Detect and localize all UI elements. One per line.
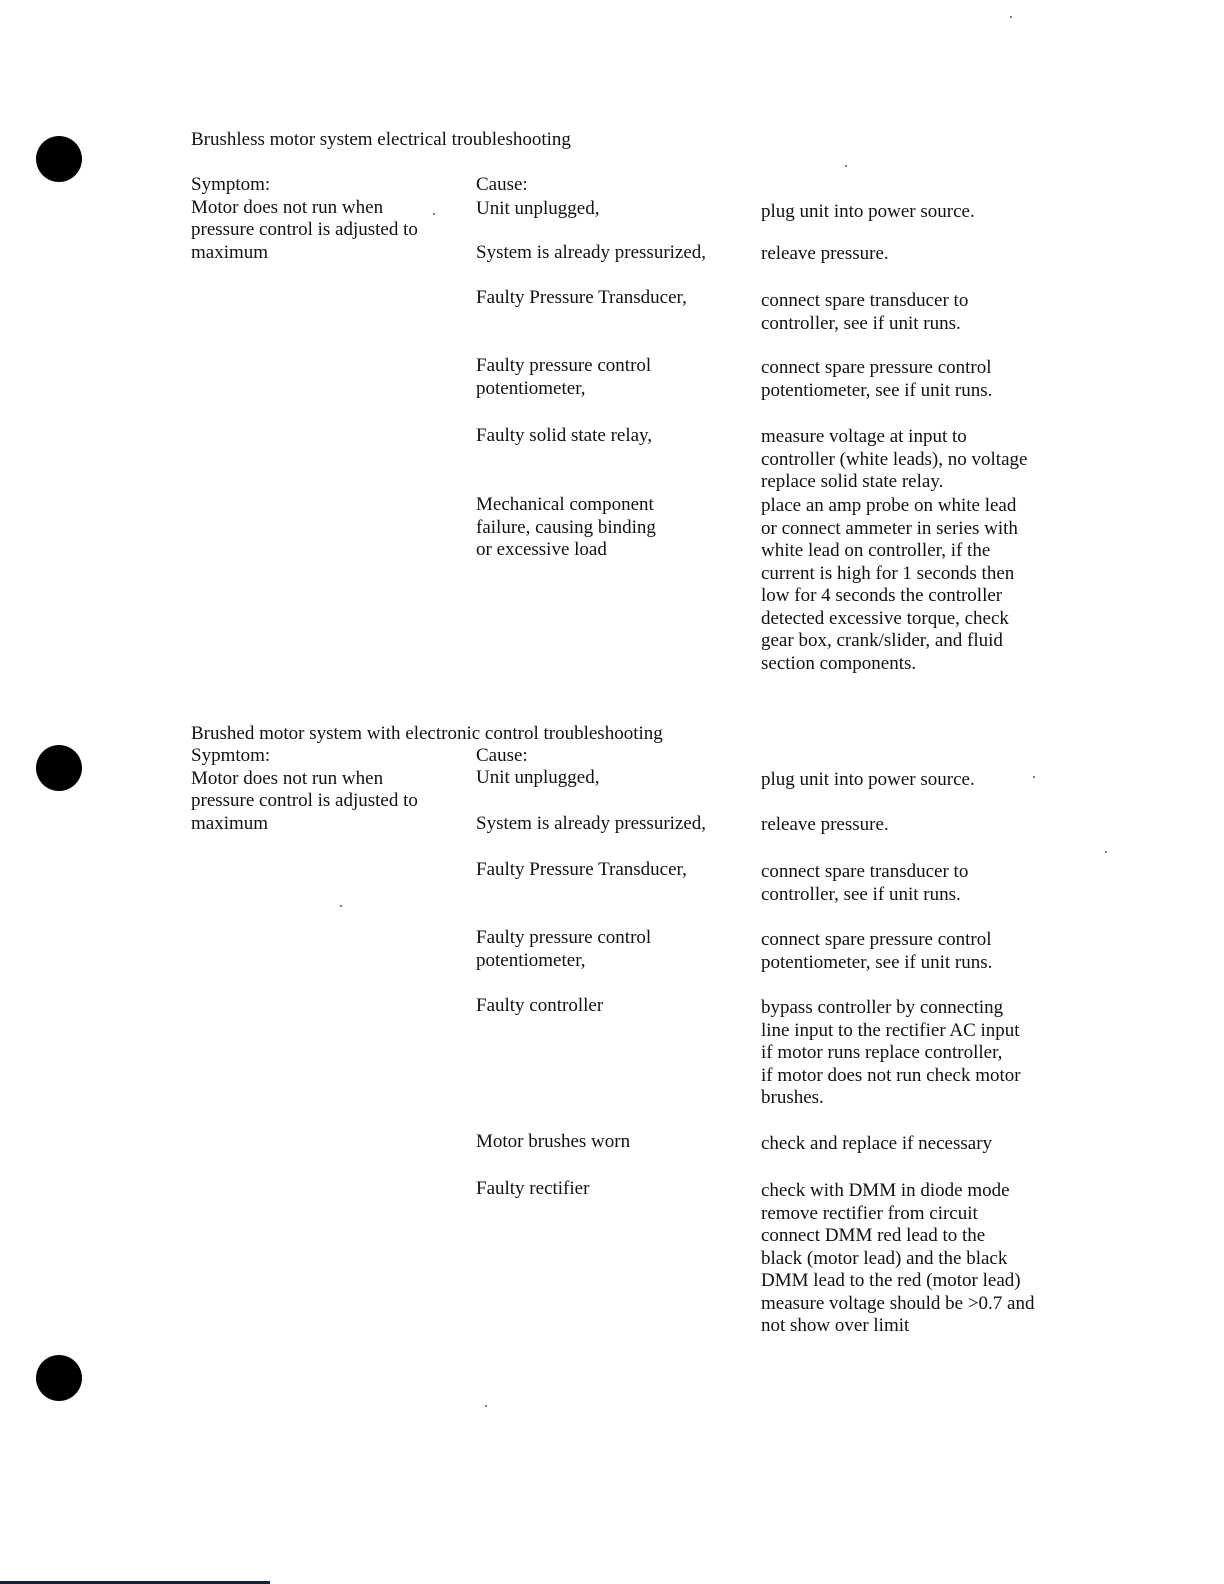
remedy-text: connect spare transducer to controller, see if unit runs. — [761, 290, 969, 334]
symptom-label: Symptom: — [191, 174, 271, 195]
cause-label: Cause: — [476, 174, 528, 195]
cause-text: Faulty rectifier — [476, 1178, 590, 1199]
section-title: Brushed motor system with electronic control troubleshooting — [191, 723, 663, 744]
remedy-text: check with DMM in diode mode remove rectifier from circuit connect DMM red lead to the black (motor lead) and the black DMM lead to the red (motor lead) measure voltage should be >0.7 and not show over limit — [761, 1180, 1035, 1336]
scan-speck — [485, 1405, 487, 1407]
cause-text: Unit unplugged, — [476, 767, 600, 788]
cause-text: Mechanical component failure, causing binding or excessive load — [476, 494, 656, 560]
cause-list — [476, 745, 1086, 1336]
symptom-text: Motor does not run when pressure control is adjusted to maximum — [191, 196, 418, 263]
cause-text: Unit unplugged, — [476, 198, 600, 219]
punch-hole — [36, 136, 82, 182]
remedy-text: check and replace if necessary — [761, 1133, 993, 1154]
cause-text: Faulty pressure control potentiometer, — [476, 355, 652, 399]
scan-speck — [845, 165, 847, 167]
cause-text: Motor brushes worn — [476, 1131, 631, 1152]
remedy-text: connect spare pressure control potentiometer, see if unit runs. — [761, 357, 993, 401]
remedy-text: place an amp probe on white lead or connect ammeter in series with white lead on controller, if the current is high for 1 seconds then low for 4 seconds the controller detected excessive torque, check gear box, crank/slider, and fluid section components. — [761, 495, 1018, 674]
cause-text: Faulty solid state relay, — [476, 425, 653, 446]
remedy-text: plug unit into power source. — [761, 769, 975, 790]
remedy-text: releave pressure. — [761, 243, 889, 264]
cause-text: Faulty Pressure Transducer, — [476, 859, 687, 880]
punch-hole — [36, 1355, 82, 1401]
cause-list — [476, 174, 1086, 674]
remedy-text: bypass controller by connecting line input to the rectifier AC input if motor runs replace controller, if motor does not run check motor brushes. — [761, 997, 1021, 1108]
cause-text: System is already pressurized, — [476, 242, 707, 263]
section-title: Brushless motor system electrical troubleshooting — [191, 129, 571, 150]
scan-speck — [1105, 851, 1107, 853]
scan-speck — [1010, 16, 1012, 18]
remedy-text: measure voltage at input to controller (white leads), no voltage replace solid state relay. — [761, 426, 1028, 492]
punch-hole — [36, 745, 82, 791]
cause-text: Faulty pressure control potentiometer, — [476, 927, 652, 971]
symptom-block — [191, 174, 441, 264]
remedy-text: plug unit into power source. — [761, 201, 975, 222]
remedy-text: connect spare pressure control potentiometer, see if unit runs. — [761, 929, 993, 973]
cause-label: Cause: — [476, 745, 528, 766]
scan-speck — [340, 905, 342, 907]
symptom-block — [191, 745, 441, 835]
symptom-label: Sypmtom: — [191, 745, 271, 766]
cause-text: Faulty controller — [476, 995, 604, 1016]
remedy-text: releave pressure. — [761, 814, 889, 835]
remedy-text: connect spare transducer to controller, see if unit runs. — [761, 861, 969, 905]
cause-text: System is already pressurized, — [476, 813, 707, 834]
symptom-text: Motor does not run when pressure control is adjusted to maximum — [191, 767, 418, 834]
cause-text: Faulty Pressure Transducer, — [476, 287, 687, 308]
